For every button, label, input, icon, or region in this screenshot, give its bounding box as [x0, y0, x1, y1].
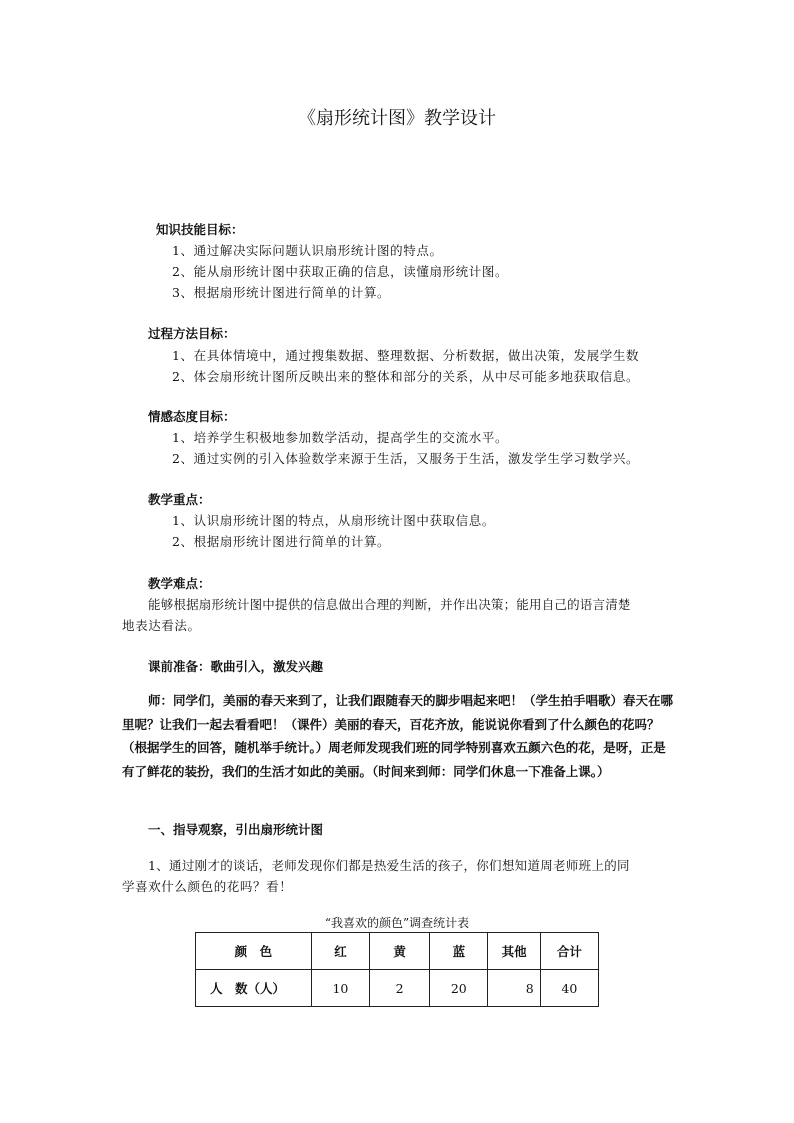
knowledge-heading: 知识技能目标： [156, 222, 244, 237]
key-points-heading: 教学重点： [148, 492, 211, 507]
table-cell: 40 [540, 970, 598, 1007]
emotion-item: 2、通过实例的引入体验数学来源于生活，又服务于生活，激发学生学习数学兴。 [172, 451, 640, 466]
section1-line: 学喜欢什么颜色的花吗？看！ [122, 879, 293, 894]
header-cell: 其他 [488, 933, 540, 970]
difficulty-line: 地表达看法。 [122, 618, 201, 633]
knowledge-item: 3、根据扇形统计图进行简单的计算。 [172, 285, 391, 300]
knowledge-item: 1、通过解决实际问题认识扇形统计图的特点。 [172, 243, 443, 258]
table-header-row [196, 933, 599, 970]
header-cell: 合计 [540, 933, 598, 970]
table-row [196, 970, 599, 1007]
emotion-heading: 情感态度目标： [148, 409, 236, 424]
table-cell: 2 [370, 970, 430, 1007]
key-point-item: 2、根据扇形统计图进行简单的计算。 [172, 534, 391, 549]
table-cell: 20 [430, 970, 488, 1007]
table-cell: 8 [488, 970, 540, 1007]
header-cell: 黄 [370, 933, 430, 970]
key-point-item: 1、认识扇形统计图的特点，从扇形统计图中获取信息。 [172, 513, 495, 528]
header-cell: 蓝 [430, 933, 488, 970]
section1-line: 1、通过刚才的谈话，老师发现你们都是热爱生活的孩子，你们想知道周老师班上的同 [148, 858, 630, 873]
section1-heading: 一、指导观察，引出扇形统计图 [148, 822, 324, 837]
table-caption: “我喜欢的颜色”调查统计表 [324, 916, 470, 930]
process-item: 2、体会扇形统计图所反映出来的整体和部分的关系，从中尽可能多地获取信息。 [172, 369, 640, 384]
emotion-item: 1、培养学生积极地参加数学活动，提高学生的交流水平。 [172, 430, 509, 445]
difficulty-line: 能够根据扇形统计图中提供的信息做出合理的判断，并作出决策；能用自己的语言清楚 [148, 597, 631, 612]
process-item: 1、在具体情境中，通过搜集数据、整理数据、分析数据，做出决策，发展学生数 [172, 348, 640, 363]
difficulty-heading: 教学难点： [148, 576, 211, 591]
row-label: 人 数（人） [196, 970, 312, 1007]
teacher-paragraph: 师：同学们，美丽的春天来到了，让我们跟随春天的脚步唱起来吧！（学生拍手唱歌）春天在哪里呢？让我们一起去看看吧！（课件）美丽的春天，百花齐放，能说说你看到了什么颜色的花吗？（根据学生的回答，随机举手统计。）周老师发现我们班的同学特别喜欢五颜六色的花，是呀，正是有了鲜花的装扮，我们的生活才如此的美丽。（时间来到师：同学们休息一下准备上课。） [122, 693, 674, 779]
table-cell: 10 [311, 970, 369, 1007]
survey-table [195, 932, 599, 1007]
prep-line: 课前准备：歌曲引入，激发兴趣 [148, 659, 324, 674]
process-heading: 过程方法目标： [148, 326, 236, 341]
header-cell: 颜 色 [196, 933, 312, 970]
knowledge-item: 2、能从扇形统计图中获取正确的信息，读懂扇形统计图。 [172, 264, 509, 279]
document-title: 《扇形统计图》教学设计 [298, 108, 496, 129]
header-cell: 红 [311, 933, 369, 970]
